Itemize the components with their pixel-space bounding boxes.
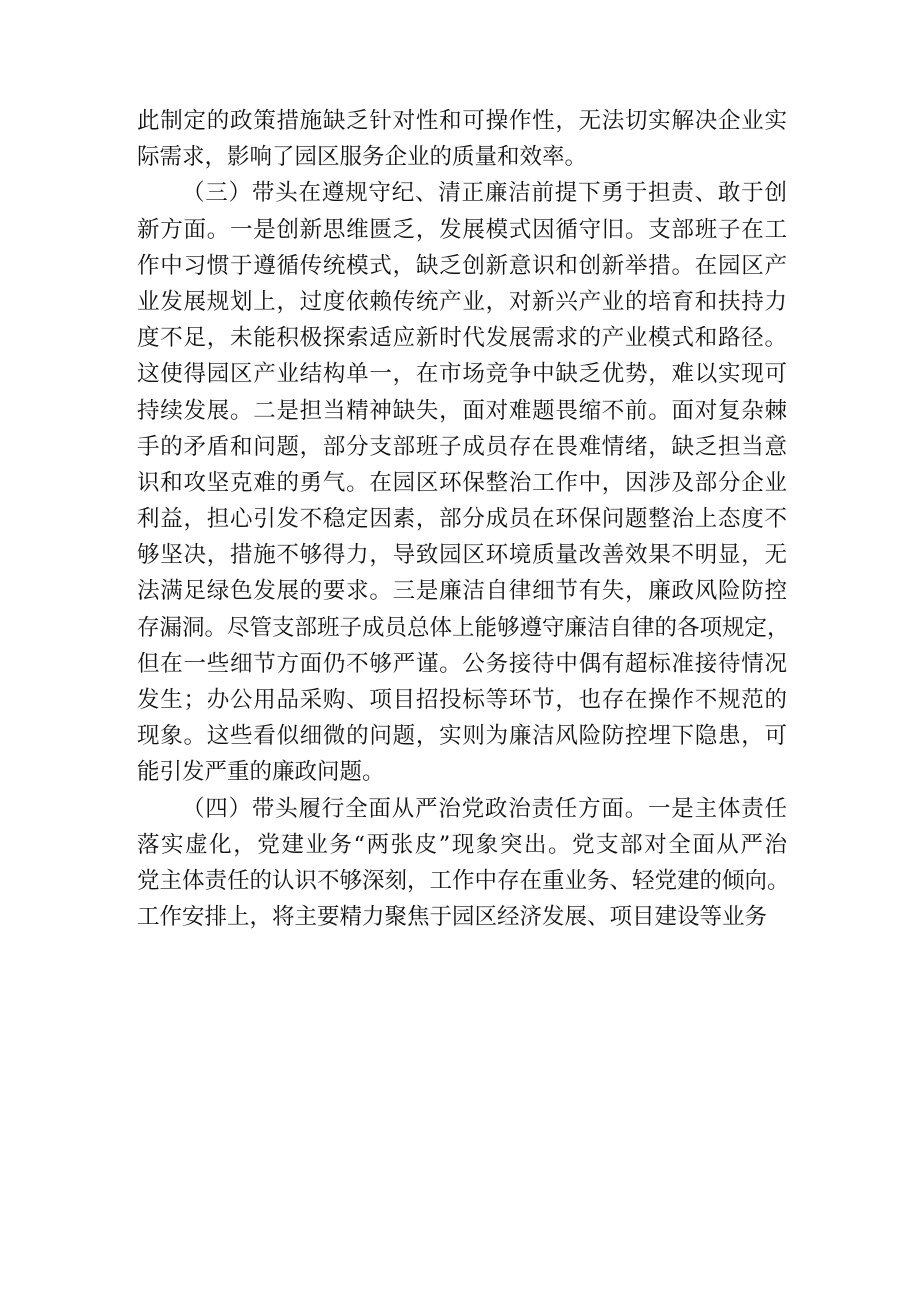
text-line: 新方面。一是创新思维匮乏，发展模式因循守旧。支部班子在工: [137, 216, 787, 243]
text-line: 法满足绿色发展的要求。三是廉洁自律细节有失，廉政风险防控: [137, 578, 787, 605]
text-line: 现象。这些看似细微的问题，实则为廉洁风险防控埋下隐患，可: [137, 723, 787, 750]
text-line: 发生；办公用品采购、项目招投标等环节，也存在操作不规范的: [137, 687, 787, 713]
text-line: 存漏洞。尽管支部班子成员总体上能够遵守廉洁自律的各项规定，: [137, 614, 790, 641]
text-line: 党主体责任的认识不够深刻，工作中存在重业务、轻党建的倾向。: [137, 867, 790, 894]
text-line: 此制定的政策措施缺乏针对性和可操作性，无法切实解决企业实: [137, 108, 787, 134]
text-line: 够坚决，措施不够得力，导致园区环境质量改善效果不明显，无: [137, 542, 787, 569]
paragraph-heading-line: （四）带头履行全面从严治党政治责任方面。一是主体责任: [182, 795, 787, 822]
text-line: 作中习惯于遵循传统模式，缺乏创新意识和创新举措。在园区产: [137, 252, 787, 279]
text-line: 工作安排上，将主要精力聚焦于园区经济发展、项目建设等业务: [137, 904, 768, 931]
text-line: 能引发严重的廉政问题。: [137, 759, 385, 786]
text-line: 利益，担心引发不稳定因素，部分成员在环保问题整治上态度不: [137, 506, 787, 533]
text-line: 度不足，未能积极探索适应新时代发展需求的产业模式和路径。: [137, 325, 787, 352]
text-line: 识和攻坚克难的勇气。在园区环保整治工作中，因涉及部分企业: [137, 469, 787, 496]
text-line: 但在一些细节方面仍不够严谨。公务接待中偶有超标准接待情况: [137, 650, 787, 677]
text-line: 落实虚化，党建业务“两张皮”现象突出。党支部对全面从严治: [137, 831, 787, 858]
document-body: [137, 103, 790, 935]
text-line: 持续发展。二是担当精神缺失，面对难题畏缩不前。面对复杂棘: [137, 397, 787, 424]
paragraph-heading-line: （三）带头在遵规守纪、清正廉洁前提下勇于担责、敢于创: [182, 180, 787, 207]
text-line: 际需求，影响了园区服务企业的质量和效率。: [137, 144, 588, 171]
text-line: 业发展规划上，过度依赖传统产业，对新兴产业的培育和扶持力: [137, 288, 787, 315]
text-line: 这使得园区产业结构单一，在市场竞争中缺乏优势，难以实现可: [137, 361, 787, 388]
text-line: 手的矛盾和问题，部分支部班子成员存在畏难情绪，缺乏担当意: [137, 433, 787, 460]
